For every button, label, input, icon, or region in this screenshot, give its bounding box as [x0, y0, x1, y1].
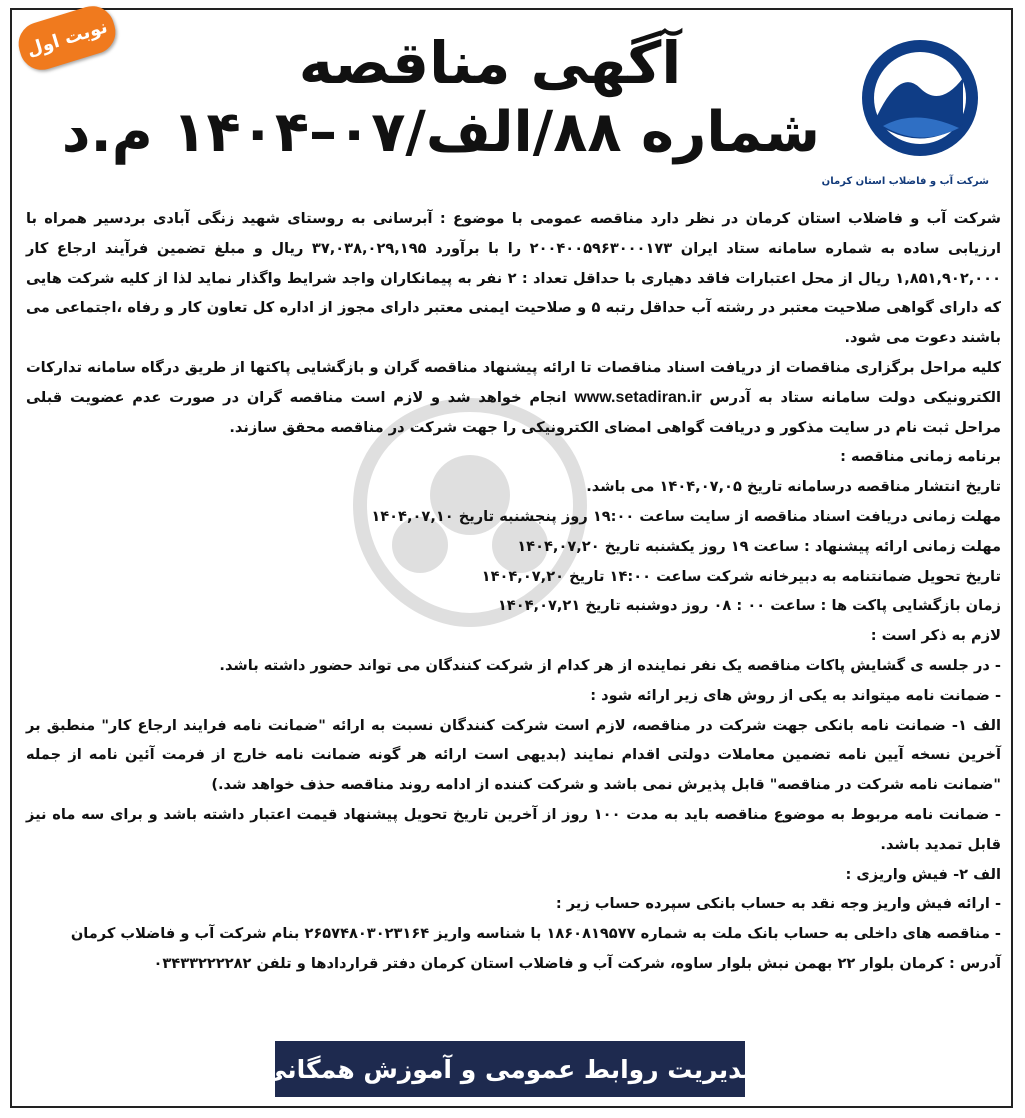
- note-item: - مناقصه های داخلی به حساب بانک ملت به شماره ۱۸۶۰۸۱۹۵۷۷ با شناسه واریز ۲۶۵۷۴۸۰۳۰۲۳۱۶۴ بنام شرکت آب و فاضلاب کرمان: [70, 925, 1001, 943]
- portal-text-a: کلیه مراحل برگزاری مناقصات از دریافت اسناد مناقصات تا ارائه پیشنهاد مناقصه گران و بازگشایی پاکتها از طریق درگاه سامانه تدارکات الکترونیکی دولت سامانه ستاد به آدرس: [26, 358, 1001, 406]
- note-item: - ارائه فیش واریز وجه نقد به حساب بانکی سپرده حساب زیر :: [555, 895, 1001, 913]
- setad-link[interactable]: www.setadiran.ir: [574, 388, 702, 406]
- intro-paragraph: شرکت آب و فاضلاب استان کرمان در نظر دارد مناقصه عمومی با موضوع : آبرسانی به روستای شهید زنگی آبادی بردسیر همراه با ارزیابی ساده به شماره سامانه ستاد ایران ۲۰۰۴۰۰۵۹۶۳۰۰۰۱۷۳ را با برآورد ۳۷,۰۳۸,۰۲۹,۱۹۵ ریال و مبلغ تضمین فرآیند ارجاع کار ۱,۸۵۱,۹۰۲,۰۰۰ ریال از محل اعتبارات فاقد دهیاری با حداقل تعداد : ۲ نفر به پیمانکاران واجد شرایط واگذار نماید لذا از کلیه شرکت هایی که دارای گواهی صلاحیت معتبر در رشته آب حداقل رتبه ۵ و صلاحیت ایمنی معتبر دارای مجوز از اداره کل تعاون کار و رفاه ،اجتماعی می باشند دعوت می شود.: [26, 210, 1001, 347]
- schedule-item: مهلت زمانی دریافت اسناد مناقصه از سایت ساعت ۱۹:۰۰ روز پنجشنبه تاریخ ۱۴۰۴,۰۷,۱۰: [371, 507, 1001, 525]
- schedule-item: زمان بازگشایی پاکت ها : ساعت ۰۰ : ۰۸ روز دوشنبه تاریخ ۱۴۰۴,۰۷,۲۱: [497, 597, 1001, 615]
- schedule-item: تاریخ تحویل ضمانتنامه به دبیرخانه شرکت ساعت ۱۴:۰۰ تاریخ ۱۴۰۴,۰۷,۲۰: [481, 567, 1001, 585]
- note-item: - در جلسه ی گشایش پاکات مناقصه یک نفر نماینده از هر کدام از شرکت کنندگان می تواند حضور داشته باشد.: [219, 656, 1001, 674]
- note-item: - ضمانت نامه میتواند به یکی از روش های زیر ارائه شود :: [590, 686, 1001, 704]
- note-item: الف ۲- فیش واریزی :: [845, 865, 1001, 883]
- notes-heading: لازم به ذکر است :: [870, 627, 1001, 645]
- footer-department: مدیریت روابط عمومی و آموزش همگانی: [275, 1041, 745, 1097]
- schedule-item: مهلت زمانی ارائه پیشنهاد : ساعت ۱۹ روز یکشنبه تاریخ ۱۴۰۴,۰۷,۲۰: [517, 537, 1001, 555]
- schedule-item: تاریخ انتشار مناقصه درسامانه تاریخ ۱۴۰۴,۰۷,۰۵ می باشد.: [586, 478, 1001, 496]
- tender-number: شماره ۸۸/الف/۰۷–۱۴۰۴ م.د: [61, 100, 820, 165]
- portal-text-b: انجام خواهد شد و لازم است مناقصه گران در صورت عدم عضویت قبلی مراحل ثبت نام در سایت مذکور و دریافت گواهی امضای الکترونیکی را جهت شرکت در مناقصه محقق سازند.: [26, 388, 1001, 436]
- logo-caption: شرکت آب و فاضلاب استان کرمان: [821, 176, 989, 187]
- water-company-logo-icon: [855, 28, 985, 188]
- first-round-badge: نوبت اول: [13, 1, 121, 76]
- portal-paragraph: [26, 353, 1001, 442]
- page-title: آگهی مناقصه: [298, 29, 682, 97]
- note-item: - ضمانت نامه مربوط به موضوع مناقصه باید به مدت ۱۰۰ روز از آخرین تاریخ تحویل پیشنهاد قیمت اعتبار داشته باشد و برای سه ماه نیز قابل تمدید باشد.: [26, 805, 1001, 853]
- schedule-heading: برنامه زمانی مناقصه :: [840, 448, 1001, 466]
- note-item: الف ۱- ضمانت نامه بانکی جهت شرکت در مناقصه، لازم است شرکت کنندگان نسبت به ارائه "ضمانت نامه فرایند ارجاع کار" منطبق بر آخرین نسخه آیین نامه تضمین معاملات دولتی اقدام نمایند (بدیهی است ارائه هر گونه ضمانت نامه خارج از فرمت آئین نامه از جمله "ضمانت نامه شرکت در مناقصه" قابل پذیرش نمی باشد و شرکت کننده از ادامه روند مناقصه حذف خواهد شد.): [26, 716, 1001, 794]
- tender-body: [26, 204, 1001, 979]
- address-line: آدرس : کرمان بلوار ۲۲ بهمن نبش بلوار ساوه، شرکت آب و فاضلاب استان کرمان دفتر قراردادها و تلفن ۰۳۴۳۳۲۲۲۲۸۲: [153, 954, 1001, 972]
